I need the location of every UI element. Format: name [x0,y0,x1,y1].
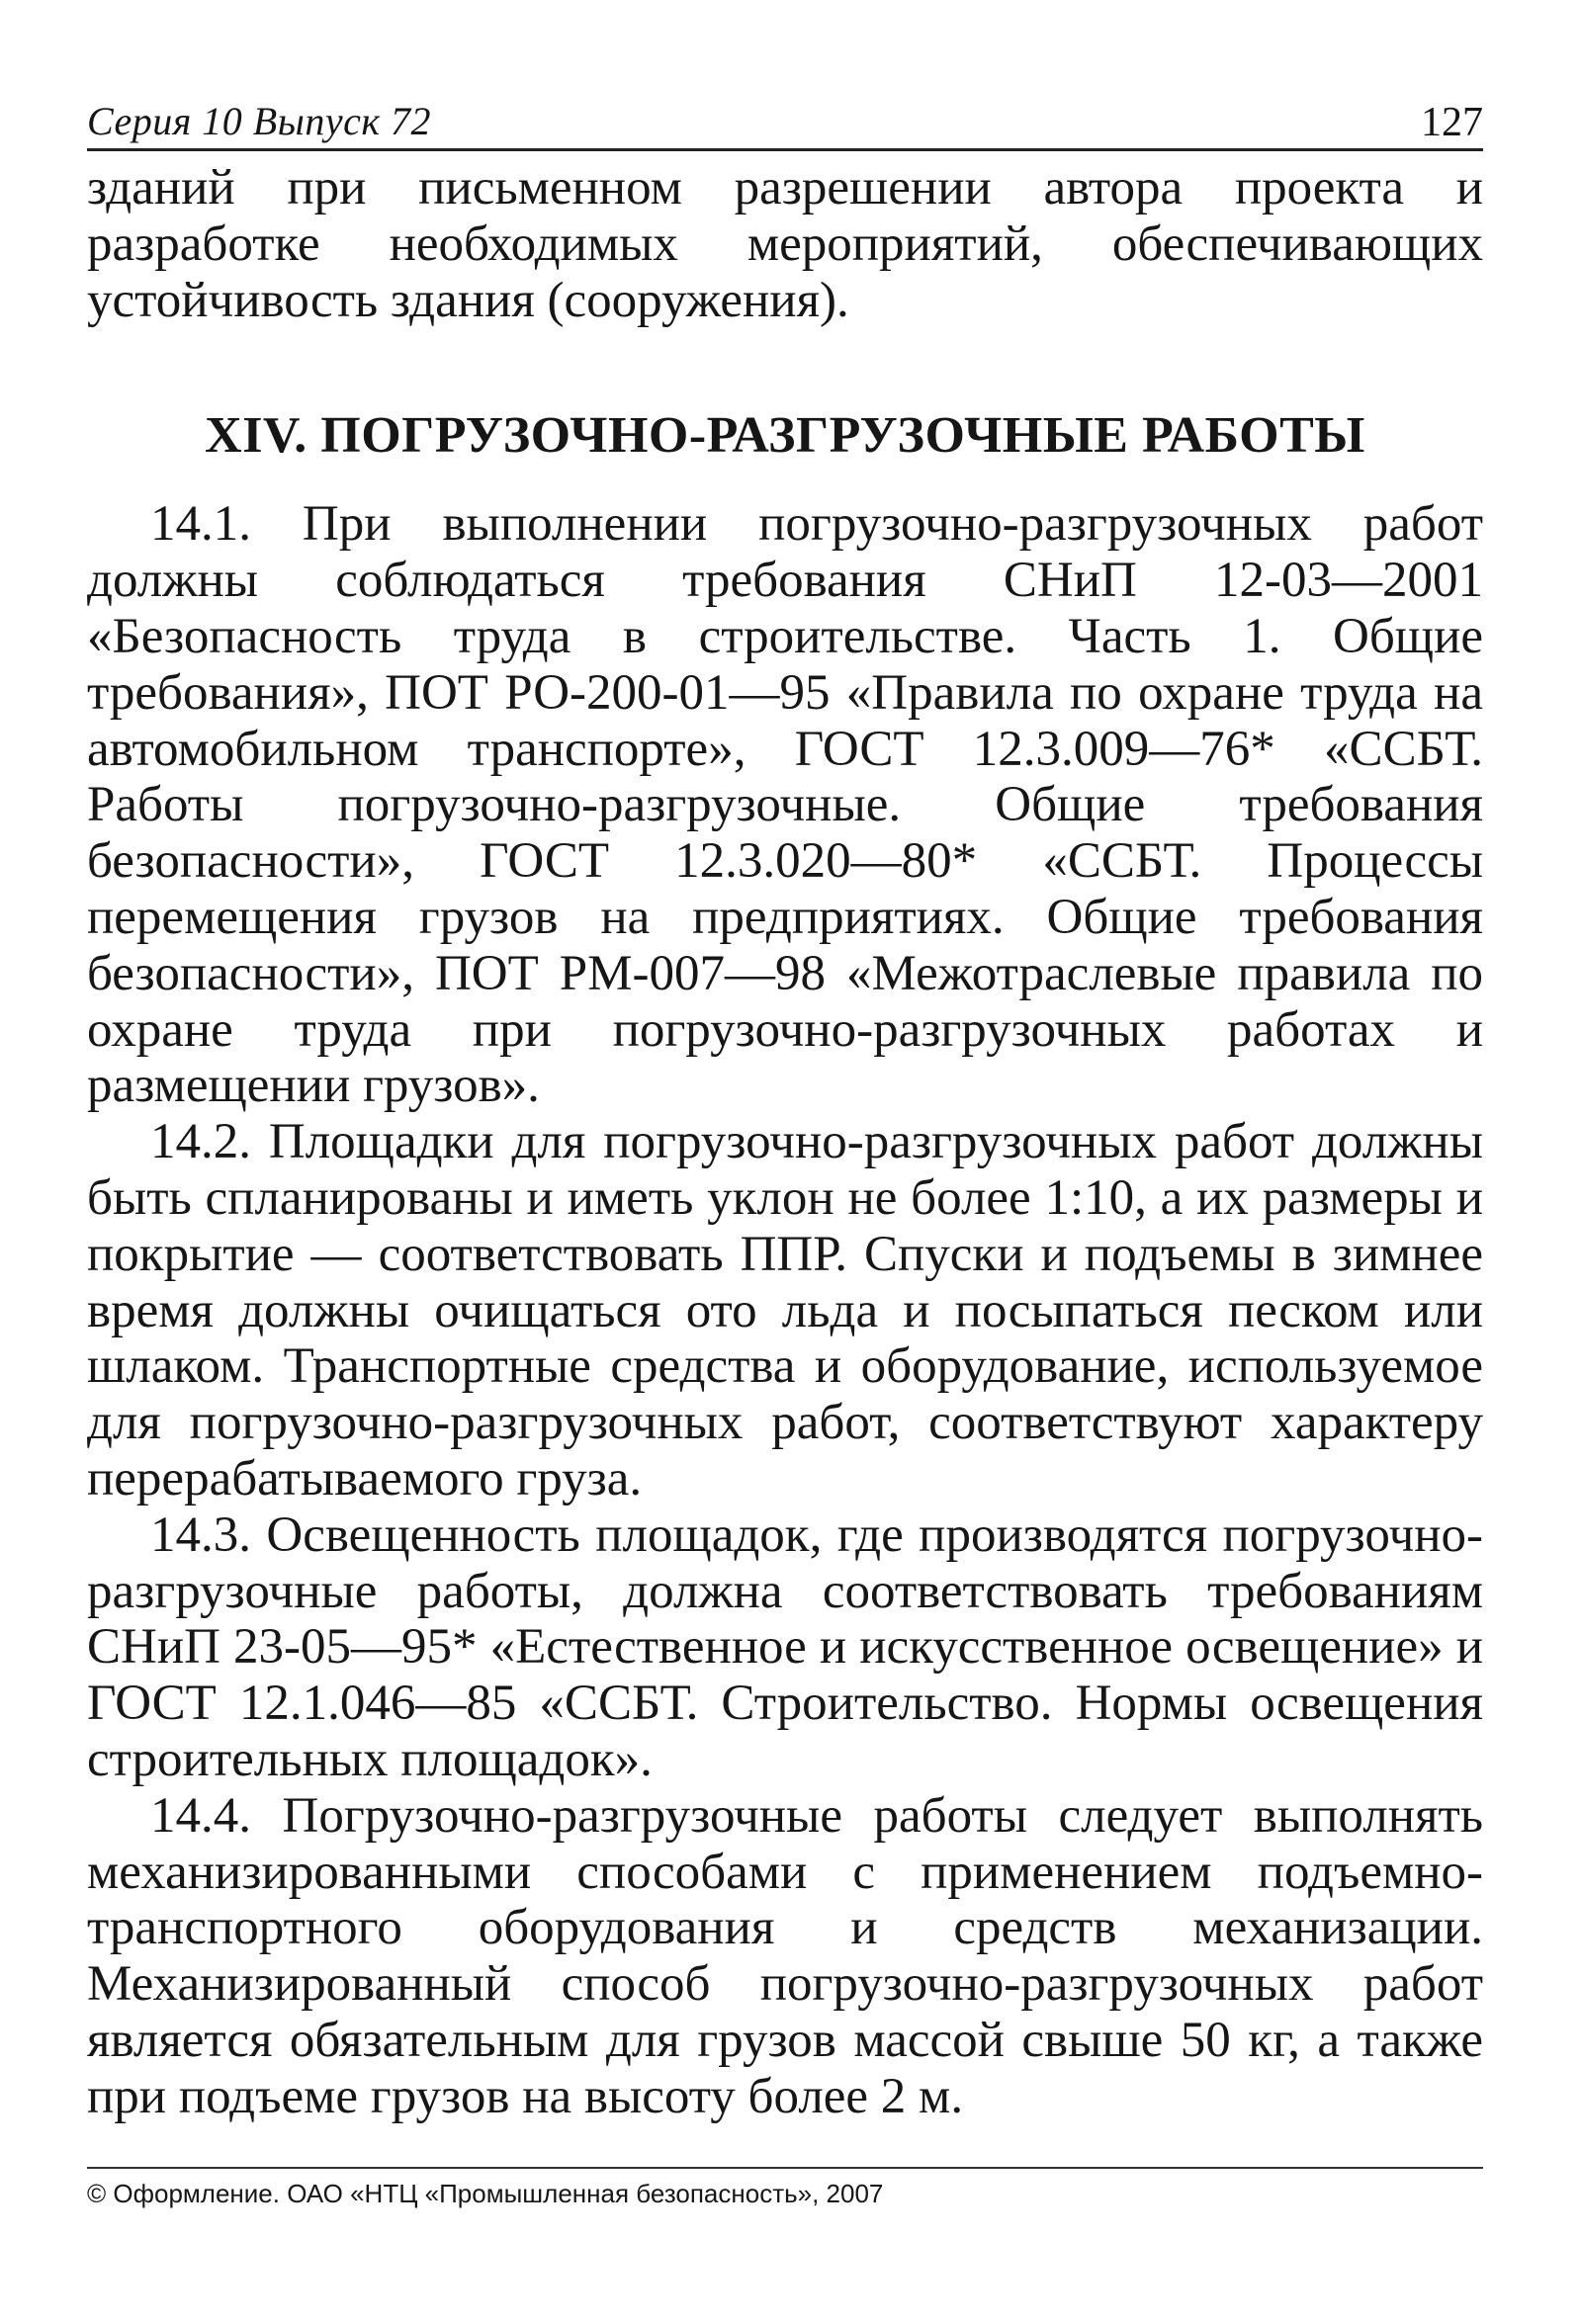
paragraph-14-2: 14.2. Площадки для погрузочно-разгрузочных работ должны быть спланированы и иметь уклон не более 1:10, а их размеры и покрытие — соответствовать ППР. Спуски и подъемы в зимнее время должны очищаться ото льда и посыпаться песком или шлаком. Транспортные средства и оборудование, используемое для погрузочно-разгрузочных работ, соответствуют характеру перерабатываемого груза. [87,1114,1483,1506]
page-footer [87,2167,1483,2209]
section-title: XIV. ПОГРУЗОЧНО-РАЗГРУЗОЧНЫЕ РАБОТЫ [205,407,1365,465]
copyright-notice: © Оформление. ОАО «НТЦ «Промышленная безопасность», 2007 [87,2179,884,2208]
running-header [87,87,1483,151]
body-text [87,160,1483,2125]
paragraph-14-3: 14.3. Освещенность площадок, где производятся погрузочно-разгрузочные работы, должна соответствовать требованиям СНиП 23-05—95* «Естественное и искусственное освещение» и ГОСТ 12.1.046—85 «ССБТ. Строительство. Нормы освещения строительных площадок». [87,1506,1483,1787]
continuation-paragraph: зданий при письменном разрешении автора проекта и разработке необходимых мероприятий, обеспечивающих устойчивость здания (сооружения). [87,160,1483,328]
series-label: Серия 10 Выпуск 72 [87,99,432,143]
paragraph-14-4: 14.4. Погрузочно-разгрузочные работы следует выполнять механизированными способами с применением подъемно-транспортного оборудования и средств механизации. Механизированный способ погрузочно-разгрузочных работ является обязательным для грузов массой свыше 50 кг, а также при подъеме грузов на высоту более 2 м. [87,1787,1483,2124]
document-page [87,87,1483,2125]
paragraph-14-1: 14.1. При выполнении погрузочно-разгрузочных работ должны соблюдаться требования СНиП 12-03—2001 «Безопасность труда в строительстве. Часть 1. Общие требования», ПОТ РО-200-01—95 «Правила по охране труда на автомобильном транспорте», ГОСТ 12.3.009—76* «ССБТ. Работы погрузочно-разгрузочные. Общие требования безопасности», ГОСТ 12.3.020—80* «ССБТ. Процессы перемещения грузов на предприятиях. Общие требования безопасности», ПОТ РМ-007—98 «Межотраслевые правила по охране труда при погрузочно-разгрузочных работах и размещении грузов». [87,496,1483,1114]
page-number: 127 [1421,100,1483,145]
